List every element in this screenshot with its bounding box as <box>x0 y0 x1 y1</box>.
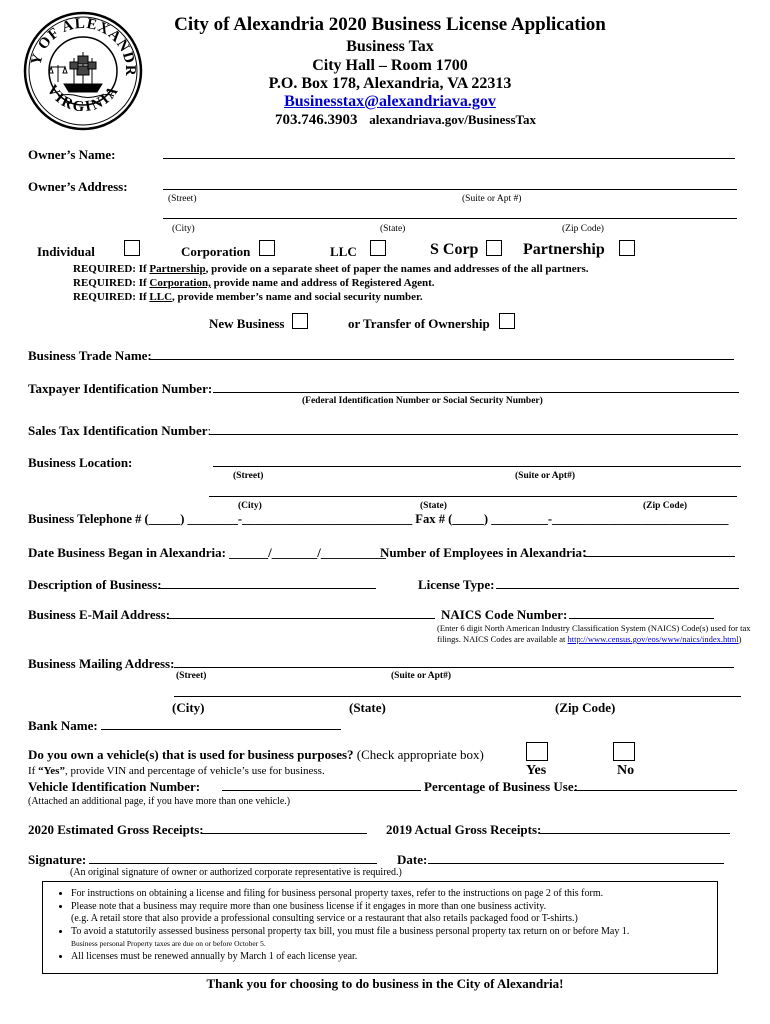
vehicle-yes-checkbox[interactable] <box>526 742 548 761</box>
naics-label: NAICS Code Number: <box>441 607 568 622</box>
vehicle-if-yes-note: If “Yes”, provide VIN and percentage of vehicle’s use for business. <box>28 765 325 777</box>
mailing-address-label: Business Mailing Address: <box>28 656 175 671</box>
mailing-state-caption: (State) <box>349 700 386 715</box>
location-street-caption: (Street) <box>233 471 264 481</box>
partnership-label: Partnership <box>523 241 605 258</box>
requirements-block <box>73 262 589 304</box>
business-location-label: Business Location: <box>28 455 133 470</box>
instructions-box <box>42 881 718 974</box>
bank-name-label: Bank Name: <box>28 718 98 733</box>
seal-ring-top: Y OF ALEXANDR <box>28 15 139 77</box>
location-state-caption: (State) <box>420 501 447 511</box>
mailing-street-field[interactable] <box>174 667 734 668</box>
employees-field[interactable] <box>585 556 735 557</box>
owner-zip-caption: (Zip Code) <box>562 224 604 234</box>
attached-page-note: (Attached an additional page, if you have more than one vehicle.) <box>28 796 291 807</box>
location-street-field[interactable] <box>213 466 741 467</box>
naics-note: (Enter 6 digit North American Industry Classification System (NAICS) Code(s) used for tax filings. NAICS Codes are available at http://www.census.gov/eos/www/naics/index.html) <box>437 623 751 644</box>
gross-2019-label: 2019 Actual Gross Receipts: <box>386 822 542 837</box>
date-label: Date: <box>397 852 428 867</box>
bank-name-field[interactable] <box>101 729 341 730</box>
taxpayer-id-field[interactable] <box>213 392 739 393</box>
office-location: City Hall – Room 1700 <box>312 57 468 74</box>
note-item: • To avoid a statutorily assessed business personal property tax bill, you must file a business personal property tax return on or before May 1. Business personal Property taxes are due on or before October 5. <box>71 926 717 950</box>
description-label: Description of Business: <box>28 577 162 592</box>
owner-state-caption: (State) <box>380 224 406 234</box>
trade-name-label: Business Trade Name: <box>28 348 152 363</box>
taxpayer-id-label: Taxpayer Identification Number: <box>28 381 213 396</box>
location-city-caption: (City) <box>238 501 262 511</box>
vin-field[interactable] <box>222 790 421 791</box>
new-business-checkbox[interactable] <box>292 313 308 329</box>
gross-2019-field[interactable] <box>540 833 730 834</box>
percent-use-label: Percentage of Business Use: <box>424 779 578 794</box>
location-city-field[interactable] <box>209 496 737 497</box>
license-type-field[interactable] <box>496 588 739 589</box>
note-item: • All licenses must be renewed annually by March 1 of each license year. <box>71 951 717 963</box>
license-type-label: License Type: <box>418 577 495 592</box>
signature-field[interactable] <box>89 863 377 864</box>
s-corp-checkbox[interactable] <box>486 240 502 256</box>
llc-label: LLC <box>330 244 357 259</box>
taxpayer-id-caption: (Federal Identification Number or Social Security Number) <box>302 396 543 406</box>
owner-name-field[interactable] <box>163 158 735 159</box>
mailing-suite-caption: (Suite or Apt#) <box>391 671 451 681</box>
owner-name-label: Owner’s Name: <box>28 147 116 162</box>
corporation-label: Corporation <box>181 244 251 259</box>
email-link[interactable]: Businesstax@alexandriava.gov <box>284 93 496 110</box>
individual-checkbox[interactable] <box>124 240 140 256</box>
sales-tax-id-label: Sales Tax Identification Number <box>28 423 208 438</box>
description-field[interactable] <box>158 588 376 589</box>
form-title: City of Alexandria 2020 Business License Application <box>174 14 606 35</box>
individual-label: Individual <box>37 244 95 259</box>
transfer-label: or Transfer of Ownership <box>348 316 490 331</box>
partnership-checkbox[interactable] <box>619 240 635 256</box>
corporation-checkbox[interactable] <box>259 240 275 256</box>
note-item: • For instructions on obtaining a license and filing for business personal property taxes, refer to the instructions on page 2 of this form. <box>71 888 717 900</box>
owner-city-caption: (City) <box>172 224 195 234</box>
owner-street-field[interactable] <box>163 189 737 190</box>
owner-suite-caption: (Suite or Apt #) <box>462 194 522 204</box>
business-email-label: Business E-Mail Address: <box>28 607 171 622</box>
employees-label: Number of Employees in Alexandria <box>380 545 582 560</box>
location-zip-caption: (Zip Code) <box>643 501 688 511</box>
percent-use-field[interactable] <box>574 790 737 791</box>
po-box: P.O. Box 178, Alexandria, VA 22313 <box>268 75 512 92</box>
website: alexandriava.gov/BusinessTax <box>369 112 537 127</box>
thank-you-footer: Thank you for choosing to do business in the City of Alexandria! <box>206 976 564 991</box>
owner-city-field[interactable] <box>163 218 737 219</box>
vin-label: Vehicle Identification Number: <box>28 779 201 794</box>
requirement-corporation: REQUIRED: If Corporation, provide name and address of Registered Agent. <box>73 277 435 289</box>
location-suite-caption: (Suite or Apt#) <box>515 471 575 481</box>
owner-address-label: Owner’s Address: <box>28 179 128 194</box>
s-corp-label: S Corp <box>430 241 479 258</box>
transfer-checkbox[interactable] <box>499 313 515 329</box>
signature-note: (An original signature of owner or authorized corporate representative is required.) <box>70 867 402 878</box>
vehicle-no-checkbox[interactable] <box>613 742 635 761</box>
trade-name-field[interactable] <box>149 359 734 360</box>
owner-street-caption: (Street) <box>168 194 197 204</box>
date-began-line[interactable]: Date Business Began in Alexandria: ______/_______/__________ <box>28 545 386 560</box>
form-subtitle: Business Tax <box>346 38 434 55</box>
seal-ring-bottom: VIRGINIA <box>43 82 123 116</box>
llc-checkbox[interactable] <box>370 240 386 256</box>
naics-url-link[interactable]: http://www.census.gov/eos/www/naics/index.html <box>567 634 739 644</box>
requirement-partnership: REQUIRED: If Partnership, provide on a separate sheet of paper the names and addresses of the all partners. <box>73 263 589 275</box>
vehicle-question: Do you own a vehicle(s) that is used for business purposes? (Check appropriate box) <box>28 747 484 762</box>
naics-field[interactable] <box>569 618 714 619</box>
new-business-label: New Business <box>209 316 285 331</box>
mailing-street-caption: (Street) <box>176 671 207 681</box>
mailing-zip-caption: (Zip Code) <box>555 700 616 715</box>
city-seal <box>22 10 144 132</box>
gross-2020-field[interactable] <box>201 833 367 834</box>
requirement-llc: REQUIRED: If LLC, provide member’s name and social security number. <box>73 291 423 303</box>
gross-2020-label: 2020 Estimated Gross Receipts: <box>28 822 204 837</box>
vehicle-no-label: No <box>617 763 635 778</box>
telephone-fax-line[interactable]: Business Telephone # (_____) ________-___________________________ Fax # (_____) _________-____________________________ <box>28 512 729 526</box>
phone-number: 703.746.3903 <box>275 112 358 128</box>
mailing-city-field[interactable] <box>174 696 741 697</box>
note-item: • Please note that a business may require more than one business license if it engages in more than one business activity. (e.g. A retail store that also provide a professional consulting service or a restaurant that also retails packaged food or T-shirts.) <box>71 901 717 925</box>
date-field[interactable] <box>428 863 724 864</box>
business-email-field[interactable] <box>167 618 435 619</box>
sales-tax-id-field[interactable] <box>209 434 738 435</box>
vehicle-yes-label: Yes <box>526 763 547 778</box>
mailing-city-caption: (City) <box>172 700 205 715</box>
signature-label: Signature: <box>28 852 87 867</box>
